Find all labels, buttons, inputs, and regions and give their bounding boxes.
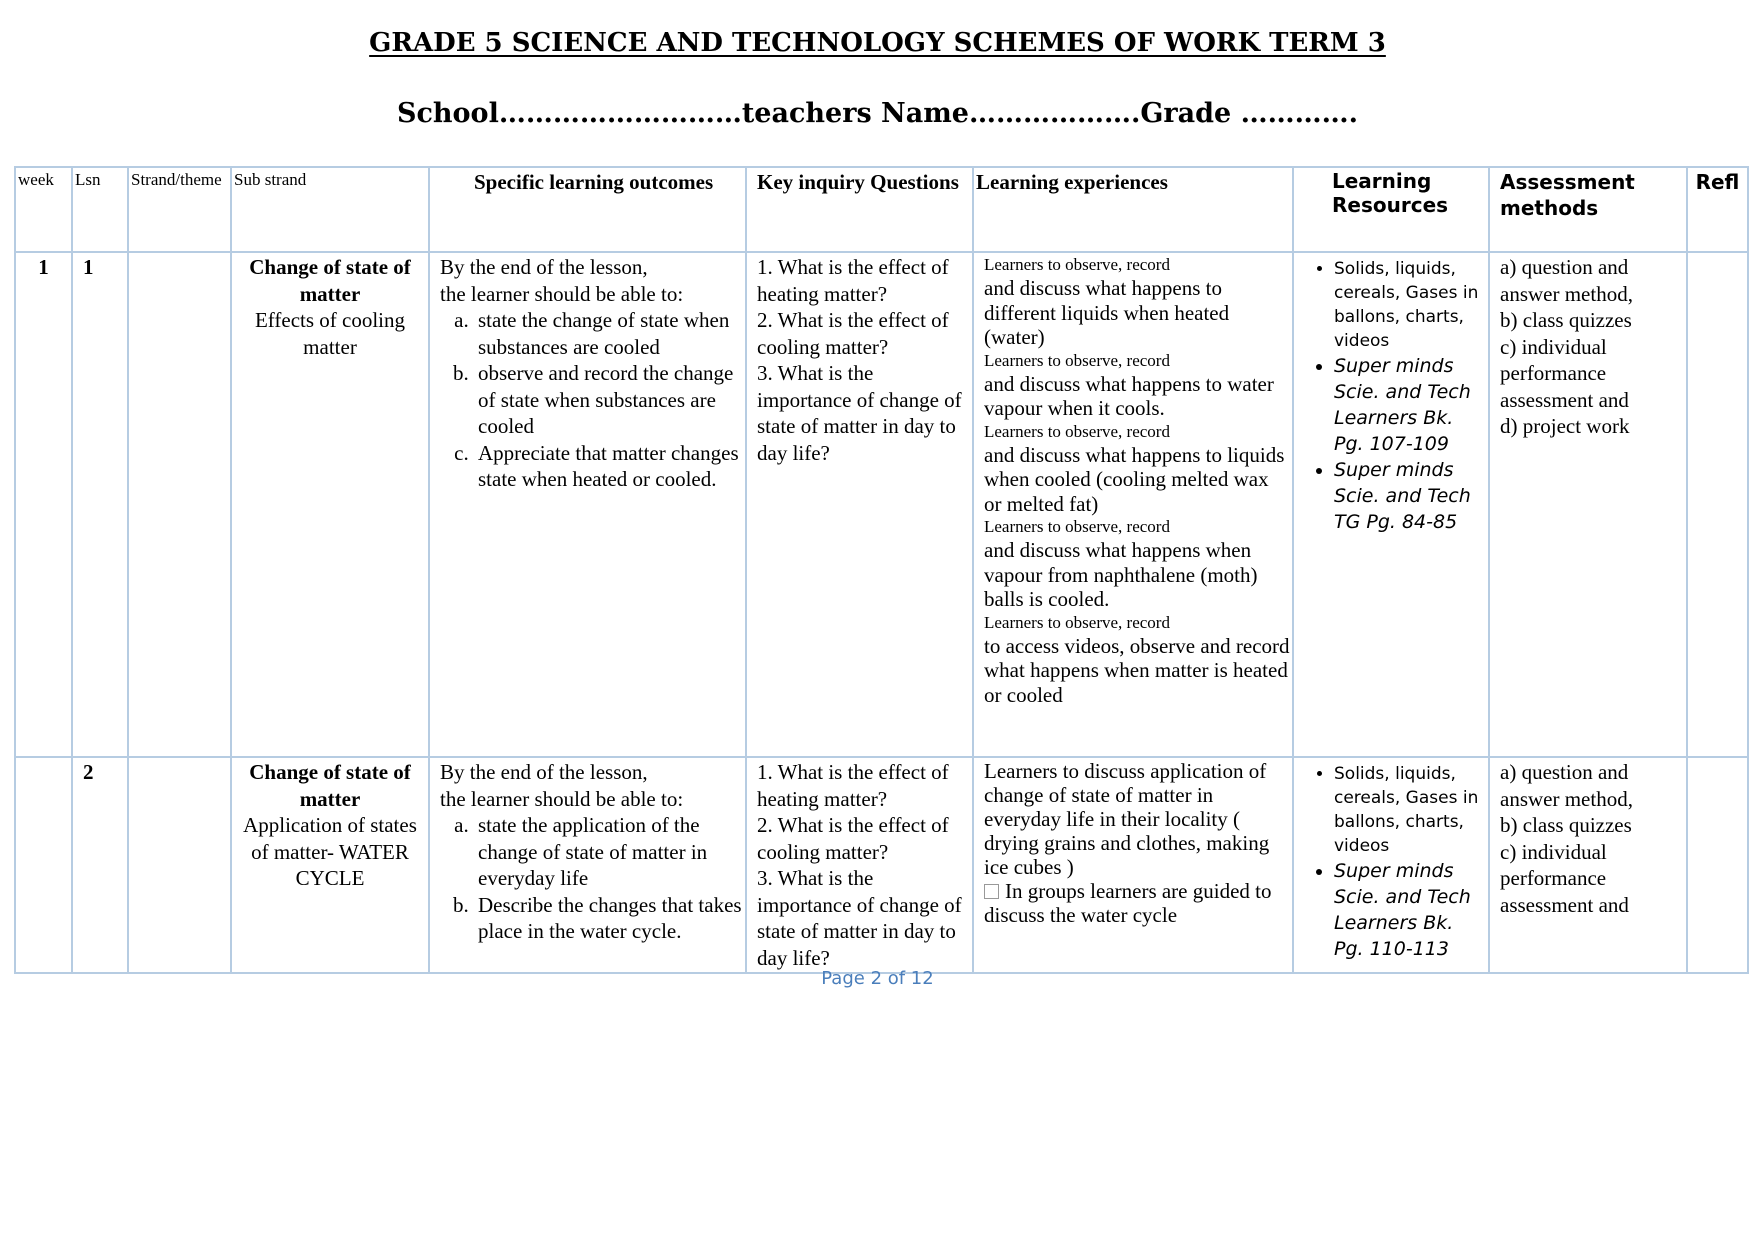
- sub-strand-cell: [231, 757, 429, 973]
- list-item: 2. What is the effect of cooling matter?: [757, 813, 949, 864]
- header-refl: Refl: [1687, 167, 1748, 252]
- header-strand: Strand/theme: [128, 167, 231, 252]
- list-item: b) class quizzes: [1500, 308, 1632, 332]
- strand-cell: [128, 757, 231, 973]
- sub-strand-title: Change of state of matter: [249, 255, 411, 306]
- list-item: • Super minds Scie. and Tech Learners Bk. Pg. 107-109: [1334, 353, 1486, 457]
- list-item: 2. What is the effect of cooling matter?: [757, 308, 949, 359]
- list-item: • Super minds Scie. and Tech TG Pg. 84-85: [1334, 457, 1486, 535]
- outcomes-intro: By the end of the lesson,: [440, 760, 648, 784]
- resources-cell: [1293, 252, 1489, 757]
- list-item: b) class quizzes: [1500, 813, 1632, 837]
- header-sub-strand: Sub strand: [231, 167, 429, 252]
- list-item: a. state the change of state when substances are cooled: [474, 307, 743, 360]
- experience-text: and discuss what happens to different liquids when heated (water): [984, 276, 1230, 349]
- week-cell: [15, 757, 72, 973]
- list-item: • Solids, liquids, cereals, Gases in ballons, charts, videos: [1334, 762, 1486, 858]
- list-item: • Super minds Scie. and Tech Learners Bk. Pg. 110-113: [1334, 858, 1486, 962]
- list-item: b. observe and record the change of state when substances are cooled: [474, 360, 743, 440]
- experience-lead: Learners to observe, record: [984, 255, 1170, 274]
- list-item: 1. What is the effect of heating matter?: [757, 255, 949, 306]
- header-outcomes-label: Specific learning outcomes: [474, 170, 714, 194]
- list-item: a) question and answer method,: [1500, 760, 1633, 811]
- resources-list: [1296, 762, 1486, 962]
- list-item: a) question and answer method,: [1500, 255, 1633, 306]
- header-lsn: Lsn: [72, 167, 128, 252]
- list-item: a. state the application of the change of state of matter in everyday life: [474, 812, 743, 892]
- lesson-cell: 2: [72, 757, 128, 973]
- document-subtitle: School………………………teachers Name……………….Grade ………….: [396, 98, 1359, 129]
- scheme-table: [14, 166, 1749, 974]
- experience-item: [984, 879, 1290, 927]
- list-item: 3. What is the importance of change of state of matter in day to day life?: [757, 361, 962, 465]
- experience-lead: Learners to observe, record: [984, 421, 1170, 441]
- lesson-cell: 1: [72, 252, 128, 757]
- header-assessment: [1489, 167, 1687, 252]
- experience-text: to access videos, observe and record what happens when matter is heated or cooled: [984, 633, 1290, 707]
- resources-list: [1296, 257, 1486, 535]
- experience-text: Learners to discuss application of change of state of matter in everyday life in their locality ( drying grains and clothes, making ice cubes ): [984, 759, 1270, 879]
- sub-strand-text: Application of states of matter- WATER CYCLE: [243, 813, 417, 890]
- list-item: c) individual performance assessment and: [1500, 839, 1629, 917]
- experience-text: In groups learners are guided to discuss the water cycle: [984, 879, 1272, 927]
- experience-lead: Learners to observe, record: [984, 517, 1170, 536]
- experience-item: [984, 254, 1290, 350]
- experience-text: and discuss what happens to water vapour when it cools.: [984, 371, 1274, 420]
- experience-text: and discuss what happens to liquids when cooled (cooling melted wax or melted fat): [984, 442, 1285, 516]
- week-cell: 1: [15, 252, 72, 757]
- experience-text: and discuss what happens when vapour from naphthalene (moth) balls is cooled.: [984, 538, 1258, 611]
- assessment-cell: [1489, 757, 1687, 973]
- table-row: [15, 252, 1748, 757]
- outcomes-cell: [429, 757, 746, 973]
- experience-item: [984, 350, 1290, 421]
- header-experiences: Learning experiences: [973, 167, 1293, 252]
- outcomes-list: [440, 812, 743, 945]
- outcomes-cell: [429, 252, 746, 757]
- outcomes-list: [440, 307, 743, 493]
- header-resources: [1293, 167, 1489, 252]
- page-number: Page 2 of 12: [821, 968, 934, 989]
- header-questions: [746, 167, 973, 252]
- questions-cell: [746, 757, 973, 973]
- list-item: c. Appreciate that matter changes state when heated or cooled.: [474, 440, 743, 493]
- strand-cell: [128, 252, 231, 757]
- outcomes-intro: By the end of the lesson,: [440, 255, 648, 279]
- refl-cell: [1687, 757, 1748, 973]
- table-header-row: [15, 167, 1748, 252]
- experiences-cell: [973, 252, 1293, 757]
- experience-item: [984, 421, 1290, 517]
- document-title: GRADE 5 SCIENCE AND TECHNOLOGY SCHEMES OF WORK TERM 3: [369, 28, 1386, 58]
- header-outcomes: [429, 167, 746, 252]
- checkbox-glyph-icon: [984, 884, 999, 899]
- header-resources-label: Learning Resources: [1332, 169, 1449, 217]
- assessment-cell: [1489, 252, 1687, 757]
- experience-item: [984, 516, 1290, 612]
- list-item: 3. What is the importance of change of state of matter in day to day life?: [757, 866, 962, 970]
- sub-strand-text: Effects of cooling matter: [254, 308, 406, 359]
- outcomes-intro: the learner should be able to:: [440, 786, 684, 811]
- header-questions-label: Key inquiry Questions: [757, 170, 959, 194]
- header-week: week: [15, 167, 72, 252]
- header-assessment-label: Assessment methods: [1500, 170, 1635, 220]
- table-row: [15, 757, 1748, 973]
- list-item: b. Describe the changes that takes place in the water cycle.: [474, 892, 743, 945]
- outcomes-intro: the learner should be able to:: [440, 281, 684, 306]
- experiences-cell: [973, 757, 1293, 973]
- resources-cell: [1293, 757, 1489, 973]
- sub-strand-cell: [231, 252, 429, 757]
- list-item: • Solids, liquids, cereals, Gases in ballons, charts, videos: [1334, 257, 1486, 353]
- list-item: 1. What is the effect of heating matter?: [757, 760, 949, 811]
- experience-lead: Learners to observe, record: [984, 612, 1170, 632]
- list-item: c) individual performance assessment and: [1500, 334, 1629, 412]
- experience-item: [984, 612, 1290, 708]
- refl-cell: [1687, 252, 1748, 757]
- sub-strand-title: Change of state of matter: [249, 760, 411, 811]
- questions-cell: [746, 252, 973, 757]
- list-item: d) project work: [1500, 414, 1630, 438]
- experience-lead: Learners to observe, record: [984, 350, 1170, 370]
